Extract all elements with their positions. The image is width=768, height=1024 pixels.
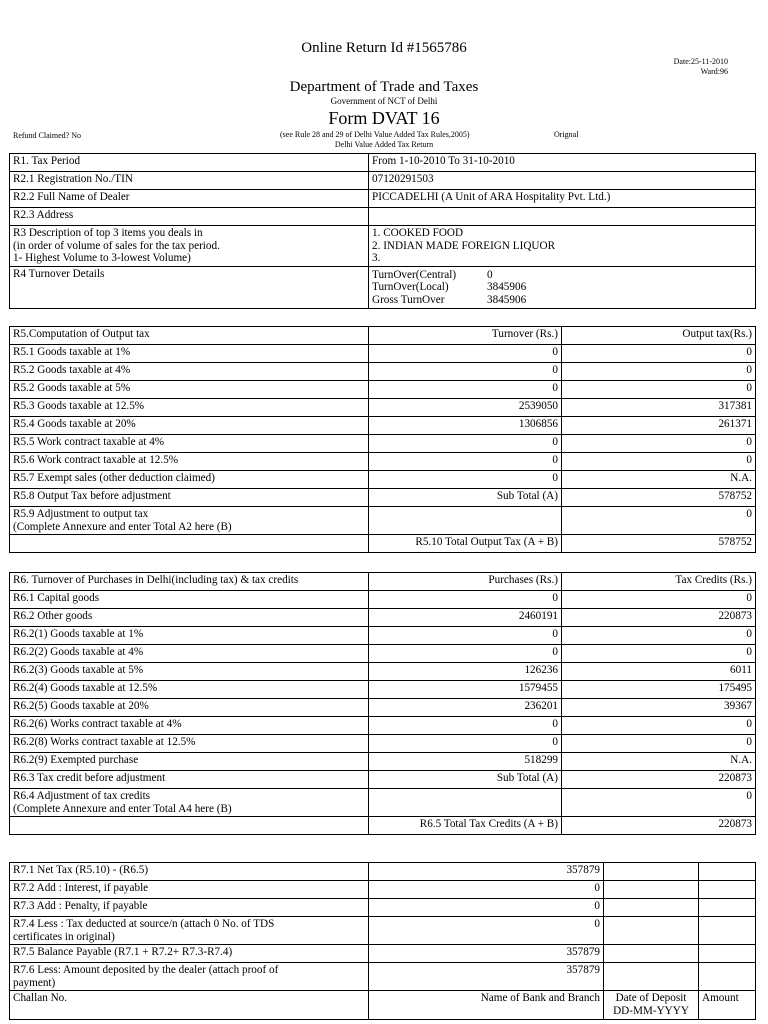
column-header: R5.Computation of Output tax: [10, 327, 369, 345]
row-tax: 578752: [562, 489, 756, 507]
detail-value: From 1-10-2010 To 31-10-2010: [369, 154, 756, 172]
output-tax-table: [9, 326, 756, 553]
dealer-details-body: [10, 154, 756, 309]
detail-label: R1. Tax Period: [10, 154, 369, 172]
row-amount: 0: [369, 381, 562, 399]
table-row: [10, 399, 756, 417]
row-label: [10, 817, 369, 835]
row-amount: 0: [369, 435, 562, 453]
r3-item: 2. INDIAN MADE FOREIGN LIQUOR: [372, 239, 556, 252]
row-amount: 0: [369, 363, 562, 381]
row-tax: N.A.: [562, 471, 756, 489]
form-title: Form DVAT 16: [328, 108, 440, 128]
row-amount: [369, 507, 562, 535]
amount-header: Amount: [699, 991, 756, 1019]
table-row: [10, 507, 756, 535]
row-label: R5.7 Exempt sales (other deduction claimed): [10, 471, 369, 489]
row-tax: 0: [562, 591, 756, 609]
r3-item: 1. COOKED FOOD: [372, 227, 464, 239]
row-tax: 220873: [562, 817, 756, 835]
table-row: [10, 535, 756, 553]
row-tax: 39367: [562, 699, 756, 717]
row-label: R7.2 Add : Interest, if payable: [10, 881, 369, 899]
turnover-row: [372, 281, 752, 294]
row-label: R6.3 Tax credit before adjustment: [10, 771, 369, 789]
row-amount: 0: [369, 345, 562, 363]
row-amount: 0: [369, 917, 604, 945]
table-row: [10, 735, 756, 753]
row-amount: 0: [369, 471, 562, 489]
row-amount: 0: [369, 645, 562, 663]
table-row: [10, 471, 756, 489]
row-label: R7.6 Less: Amount deposited by the dealer (attach proof of payment): [10, 963, 369, 991]
row-tax: 175495: [562, 681, 756, 699]
table-row: [10, 226, 756, 267]
column-header: Purchases (Rs.): [369, 573, 562, 591]
return-id: Online Return Id #1565786: [301, 40, 467, 56]
row-tax: 0: [562, 717, 756, 735]
table-row: [10, 363, 756, 381]
row-tax: N.A.: [562, 753, 756, 771]
detail-value: [369, 208, 756, 226]
dealer-details-table: [9, 153, 756, 309]
row-tax: 0: [562, 645, 756, 663]
table-row: [10, 154, 756, 172]
date-text: Date:25-11-2010: [673, 57, 728, 66]
table-row: [10, 417, 756, 435]
row-label: R5.4 Goods taxable at 20%: [10, 417, 369, 435]
ward-text: Ward:96: [700, 67, 728, 76]
purchases-table: [9, 572, 756, 835]
empty-cell: [604, 963, 699, 991]
turnover-value: 3845906: [487, 293, 527, 306]
row-tax: 0: [562, 363, 756, 381]
row-amount: [369, 789, 562, 817]
challan-header-row: [10, 991, 756, 1019]
detail-label: R2.1 Registration No./TIN: [10, 172, 369, 190]
turnover-value: 0: [487, 268, 493, 281]
row-tax: 0: [562, 507, 756, 535]
table-row: [10, 453, 756, 471]
row-tax: 317381: [562, 399, 756, 417]
table-row: [10, 881, 756, 899]
empty-cell: [604, 917, 699, 945]
row-amount: 357879: [369, 863, 604, 881]
deposit-date-header: Date of Deposit DD-MM-YYYY: [604, 991, 699, 1019]
table-row: [10, 717, 756, 735]
empty-cell: [699, 899, 756, 917]
row-amount: 518299: [369, 753, 562, 771]
row-amount: 0: [369, 881, 604, 899]
row-amount: 0: [369, 735, 562, 753]
row-label: R7.3 Add : Penalty, if payable: [10, 899, 369, 917]
r3-label-line: (in order of volume of sales for the tax period.: [13, 239, 220, 252]
turnover-label: TurnOver(Central): [372, 268, 457, 281]
row-tax: 0: [562, 435, 756, 453]
row-label: R6.2 Other goods: [10, 609, 369, 627]
r3-label-line: R3 Description of top 3 items you deals in: [13, 227, 203, 239]
column-header: Output tax(Rs.): [562, 327, 756, 345]
column-header: R6. Turnover of Purchases in Delhi(including tax) & tax credits: [10, 573, 369, 591]
table-row: [10, 489, 756, 507]
row-label: R5.2 Goods taxable at 4%: [10, 363, 369, 381]
row-label: R5.8 Output Tax before adjustment: [10, 489, 369, 507]
table-row: [10, 172, 756, 190]
row-label: R6.1 Capital goods: [10, 591, 369, 609]
detail-value: PICCADELHI (A Unit of ARA Hospitality Pvt. Ltd.): [369, 190, 756, 208]
empty-cell: [604, 863, 699, 881]
row-amount: 0: [369, 717, 562, 735]
table-row: [10, 917, 756, 945]
row-amount: 1306856: [369, 417, 562, 435]
table-row: [10, 771, 756, 789]
row-label: R6.4 Adjustment of tax credits (Complete Annexure and enter Total A4 here (B): [10, 789, 369, 817]
row-label: R6.2(5) Goods taxable at 20%: [10, 699, 369, 717]
net-tax-table: [9, 862, 756, 1020]
row-label: R6.2(6) Works contract taxable at 4%: [10, 717, 369, 735]
date-ward: [674, 57, 728, 77]
row-label: R7.1 Net Tax (R5.10) - (R6.5): [10, 863, 369, 881]
row-amount: 357879: [369, 963, 604, 991]
department-name: Department of Trade and Taxes: [289, 79, 479, 95]
turnover-row: [372, 294, 752, 307]
empty-cell: [699, 863, 756, 881]
empty-cell: [699, 917, 756, 945]
table-row: [10, 945, 756, 963]
column-header: Tax Credits (Rs.): [562, 573, 756, 591]
row-label: R5.3 Goods taxable at 12.5%: [10, 399, 369, 417]
r3-item: 3.: [372, 252, 381, 265]
r4-label: R4 Turnover Details: [10, 266, 369, 308]
empty-cell: [699, 881, 756, 899]
row-amount: 126236: [369, 663, 562, 681]
column-header: Turnover (Rs.): [369, 327, 562, 345]
output-tax-body: [10, 327, 756, 553]
table-row: [10, 663, 756, 681]
row-tax: 0: [562, 627, 756, 645]
form-subtitle: Delhi Value Added Tax Return: [334, 140, 434, 149]
turnover-details: [369, 266, 756, 308]
table-row: [10, 190, 756, 208]
rule-note: (see Rule 28 and 29 of Delhi Value Added Tax Rules,2005): [280, 130, 470, 139]
original-label: Orignal: [554, 130, 579, 139]
row-label: R5.1 Goods taxable at 1%: [10, 345, 369, 363]
row-tax: 0: [562, 789, 756, 817]
table-row: [10, 609, 756, 627]
table-row: [10, 753, 756, 771]
row-label: R5.6 Work contract taxable at 12.5%: [10, 453, 369, 471]
table-row: [10, 381, 756, 399]
row-tax: 0: [562, 735, 756, 753]
row-amount: 236201: [369, 699, 562, 717]
purchases-body: [10, 573, 756, 835]
row-amount: 2460191: [369, 609, 562, 627]
empty-cell: [604, 945, 699, 963]
r3-label-line: 1- Highest Volume to 3-lowest Volume): [13, 252, 191, 265]
row-label: R7.4 Less : Tax deducted at source/n (attach 0 No. of TDS certificates in original): [10, 917, 369, 945]
row-tax: 0: [562, 453, 756, 471]
table-row: [10, 591, 756, 609]
bank-branch-header: Name of Bank and Branch: [369, 991, 604, 1019]
empty-cell: [604, 881, 699, 899]
row-label: R5.9 Adjustment to output tax (Complete Annexure and enter Total A2 here (B): [10, 507, 369, 535]
turnover-value: 3845906: [487, 281, 527, 294]
table-row: [10, 645, 756, 663]
empty-cell: [699, 963, 756, 991]
table-header-row: [10, 573, 756, 591]
row-label: R6.2(1) Goods taxable at 1%: [10, 627, 369, 645]
detail-value: 07120291503: [369, 172, 756, 190]
row-tax: 220873: [562, 771, 756, 789]
row-label: R6.2(4) Goods taxable at 12.5%: [10, 681, 369, 699]
net-tax-body: [10, 863, 756, 1020]
table-row: [10, 789, 756, 817]
row-tax: 0: [562, 381, 756, 399]
detail-label: R2.2 Full Name of Dealer: [10, 190, 369, 208]
row-amount: R6.5 Total Tax Credits (A + B): [369, 817, 562, 835]
empty-cell: [604, 899, 699, 917]
row-tax: 261371: [562, 417, 756, 435]
row-label: R6.2(9) Exempted purchase: [10, 753, 369, 771]
table-row: [10, 345, 756, 363]
row-amount: 0: [369, 453, 562, 471]
row-amount: R5.10 Total Output Tax (A + B): [369, 535, 562, 553]
table-row: [10, 266, 756, 308]
table-row: [10, 681, 756, 699]
row-amount: 357879: [369, 945, 604, 963]
row-tax: 0: [562, 345, 756, 363]
r3-label: [10, 226, 369, 267]
turnover-label: TurnOver(Local): [372, 281, 449, 294]
row-amount: 0: [369, 591, 562, 609]
row-label: R5.5 Work contract taxable at 4%: [10, 435, 369, 453]
row-amount: 0: [369, 899, 604, 917]
row-amount: Sub Total (A): [369, 489, 562, 507]
row-label: R5.2 Goods taxable at 5%: [10, 381, 369, 399]
table-row: [10, 627, 756, 645]
turnover-label: Gross TurnOver: [372, 293, 445, 306]
row-label: R7.5 Balance Payable (R7.1 + R7.2+ R7.3-R7.4): [10, 945, 369, 963]
r3-items: [369, 226, 756, 267]
row-tax: 578752: [562, 535, 756, 553]
table-row: [10, 817, 756, 835]
table-header-row: [10, 327, 756, 345]
row-amount: 0: [369, 627, 562, 645]
table-row: [10, 899, 756, 917]
table-row: [10, 208, 756, 226]
table-row: [10, 963, 756, 991]
row-amount: 1579455: [369, 681, 562, 699]
government-name: Government of NCT of Delhi: [330, 96, 438, 106]
row-amount: Sub Total (A): [369, 771, 562, 789]
challan-no-header: Challan No.: [10, 991, 369, 1019]
row-tax: 220873: [562, 609, 756, 627]
row-label: [10, 535, 369, 553]
row-tax: 6011: [562, 663, 756, 681]
turnover-row: [372, 269, 752, 282]
row-label: R6.2(2) Goods taxable at 4%: [10, 645, 369, 663]
empty-cell: [699, 945, 756, 963]
row-label: R6.2(8) Works contract taxable at 12.5%: [10, 735, 369, 753]
refund-claimed: Refund Claimed? No: [13, 131, 81, 140]
detail-label: R2.3 Address: [10, 208, 369, 226]
row-label: R6.2(3) Goods taxable at 5%: [10, 663, 369, 681]
table-row: [10, 863, 756, 881]
table-row: [10, 435, 756, 453]
table-row: [10, 699, 756, 717]
row-amount: 2539050: [369, 399, 562, 417]
